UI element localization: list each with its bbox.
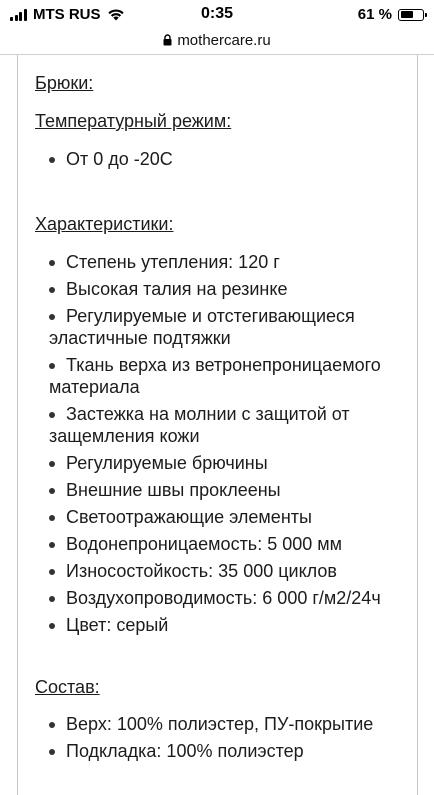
battery-fill bbox=[401, 11, 413, 18]
status-right bbox=[358, 6, 424, 23]
list-item: Застежка на молнии с защитой от защемления кожи bbox=[49, 404, 350, 446]
bullet-icon bbox=[49, 461, 55, 467]
battery-percent: 61 % bbox=[357, 6, 392, 23]
list-item: Воздухопроводимость: 6 000 г/м2/24ч bbox=[36, 587, 406, 609]
bullet-icon bbox=[49, 623, 55, 629]
list-item: Цвет: серый bbox=[36, 614, 406, 636]
carrier-name: MTS RUS bbox=[33, 6, 101, 23]
address-bar[interactable] bbox=[0, 28, 434, 52]
status-bar bbox=[0, 0, 434, 28]
list-item: Регулируемые брючины bbox=[36, 452, 406, 474]
bullet-icon bbox=[49, 260, 55, 266]
list-item: Светоотражающие элементы bbox=[36, 506, 406, 528]
section-title-temperature: Температурный режим: bbox=[35, 111, 232, 131]
bullet-icon bbox=[49, 722, 55, 728]
status-time: 0:35 bbox=[200, 5, 234, 22]
bullet-icon bbox=[49, 488, 55, 494]
address-domain: mothercare.ru bbox=[177, 31, 271, 49]
list-item: Внешние швы проклеены bbox=[36, 479, 406, 501]
section-title-composition: Состав: bbox=[35, 677, 100, 697]
bullet-icon bbox=[49, 314, 55, 320]
list-item: Износостойкость: 35 000 циклов bbox=[36, 560, 406, 582]
section-title-pants: Брюки: bbox=[35, 73, 94, 93]
lock-icon bbox=[163, 34, 172, 46]
bullet-icon bbox=[49, 363, 55, 369]
bullet-icon bbox=[49, 157, 55, 163]
bullet-icon bbox=[49, 596, 55, 602]
bullet-icon bbox=[49, 749, 55, 755]
list-item: Степень утепления: 120 г bbox=[36, 251, 406, 273]
list-item: От 0 до -20С bbox=[36, 148, 406, 170]
temperature-list bbox=[36, 148, 406, 170]
bullet-icon bbox=[49, 287, 55, 293]
battery-icon bbox=[398, 9, 424, 21]
list-item: Высокая талия на резинке bbox=[36, 278, 406, 300]
composition-list bbox=[36, 713, 406, 767]
list-item: Водонепроницаемость: 5 000 мм bbox=[36, 533, 406, 555]
list-item: Верх: 100% полиэстер, ПУ-покрытие bbox=[36, 713, 406, 735]
features-list bbox=[36, 251, 406, 641]
bullet-icon bbox=[49, 542, 55, 548]
section-title-features: Характеристики: bbox=[35, 214, 174, 234]
list-item: Подкладка: 100% полиэстер bbox=[36, 740, 406, 762]
bullet-icon bbox=[49, 515, 55, 521]
bullet-icon bbox=[49, 569, 55, 575]
list-item: Регулируемые и отстегивающиеся эластичные подтяжки bbox=[49, 306, 355, 348]
battery-tip bbox=[425, 13, 427, 17]
list-item: Ткань верха из ветронепроницаемого материала bbox=[49, 355, 381, 397]
bullet-icon bbox=[49, 412, 55, 418]
